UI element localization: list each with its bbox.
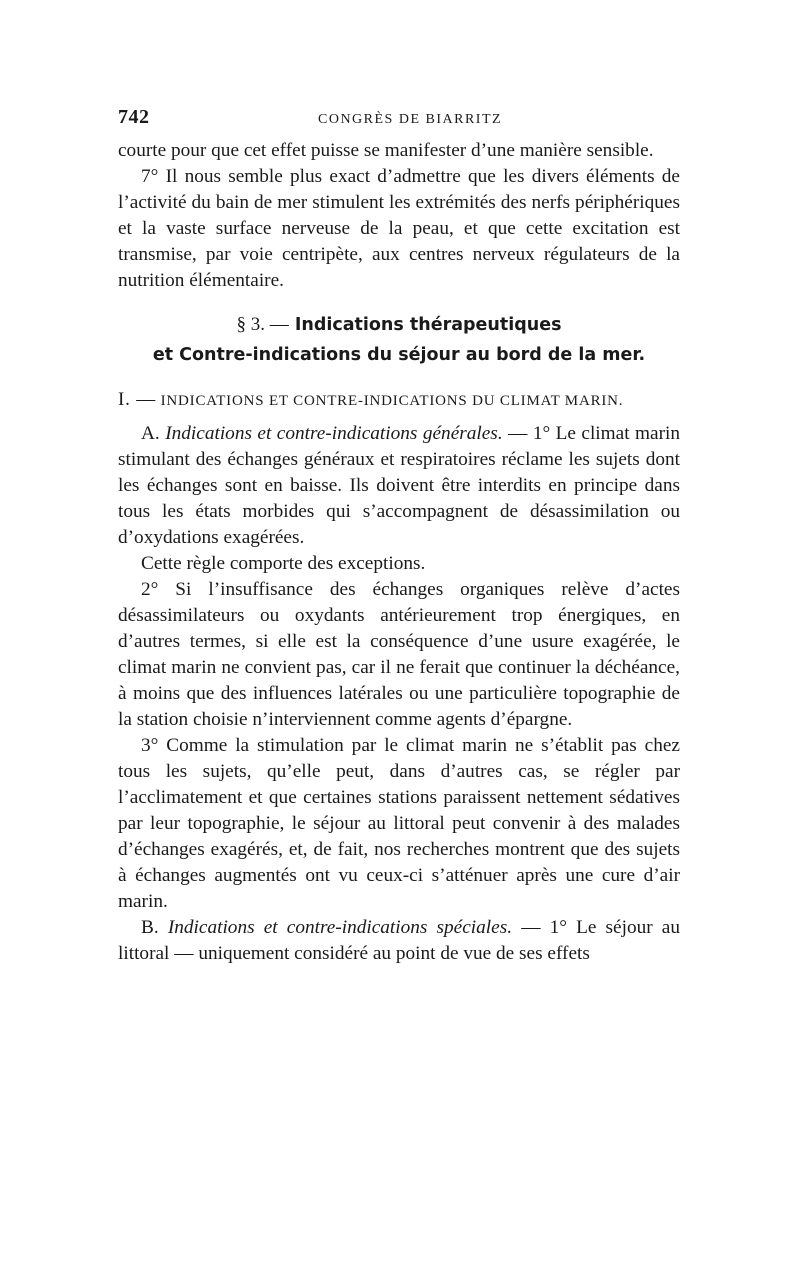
paragraph-2: 2° Si l’insuffisance des échanges organiques relève d’actes désassimilateurs ou oxydants antérieurement trop énergiques, en d’autres termes, si elle est la conséquence d’une usure exagérée, le climat marin ne convient pas, car il ne ferait que continuer la déchéance, à moins que des influences latérales ou une particulière topographie de la station choisie n’interviennent comme agents d’épargne. <box>118 579 680 730</box>
paragraph-3: 3° Comme la stimulation par le climat marin ne s’établit pas chez tous les sujets, qu’elle peut, dans d’autres cas, se régler par l’acclimatement et que certaines stations paraissent nettement sédatives par leur topographie, le séjour au littoral peut convenir à des malades d’échanges exagérés, et, de fait, nos recherches montrent que des sujets à échanges augmentés ont vu ceux-ci s’atténuer après une cure d’air marin. <box>118 735 680 912</box>
paragraph-7: 7° Il nous semble plus exact d’admettre que les divers éléments de l’activité du bain de mer stimulent les extrémités des nerfs périphériques et la vaste surface nerveuse de la peau, et que cette excitation est transmise, par voie centripète, aux centres nerveux régulateurs de la nutrition élémentaire. <box>118 166 680 291</box>
section-title-line1: Indications thérapeutiques <box>294 315 562 335</box>
paragraph-b <box>118 915 680 967</box>
section-heading <box>118 310 680 370</box>
part-b-text: — 1° Le séjour au littoral — uniquement considéré au point de vue de ses effets <box>118 917 680 964</box>
section-number: § 3. — <box>236 314 289 335</box>
subsection-heading <box>118 386 680 415</box>
paragraph-exceptions: Cette règle comporte des exceptions. <box>141 553 426 574</box>
part-a-title: Indications et contre-indications générales. <box>165 423 503 444</box>
part-b-title: Indications et contre-indications spéciales. <box>167 917 513 938</box>
subsection-number: I. — <box>118 389 157 410</box>
page-header <box>118 106 680 138</box>
section-title-line2: et Contre-indications du séjour au bord de la mer. <box>152 345 646 365</box>
running-title: CONGRÈS DE BIARRITZ <box>318 112 503 127</box>
subsection-title: INDICATIONS ET CONTRE-INDICATIONS DU CLIMAT MARIN. <box>160 393 624 409</box>
page-number: 742 <box>118 106 150 128</box>
part-a-text: — 1° Le climat marin stimulant des échanges généraux et respiratoires réclame les sujets dont les échanges sont en baisse. Ils doivent être interdits en principe dans tous les états morbides qui s’accompagnent de désassimilation ou d’oxydations exagérées. <box>118 423 680 548</box>
part-b-label: B. <box>141 917 159 938</box>
part-a-label: A. <box>141 423 160 444</box>
book-page <box>118 106 680 967</box>
paragraph-continuation: courte pour que cet effet puisse se manifester d’une manière sensible. <box>118 140 654 161</box>
paragraph-a <box>118 421 680 551</box>
